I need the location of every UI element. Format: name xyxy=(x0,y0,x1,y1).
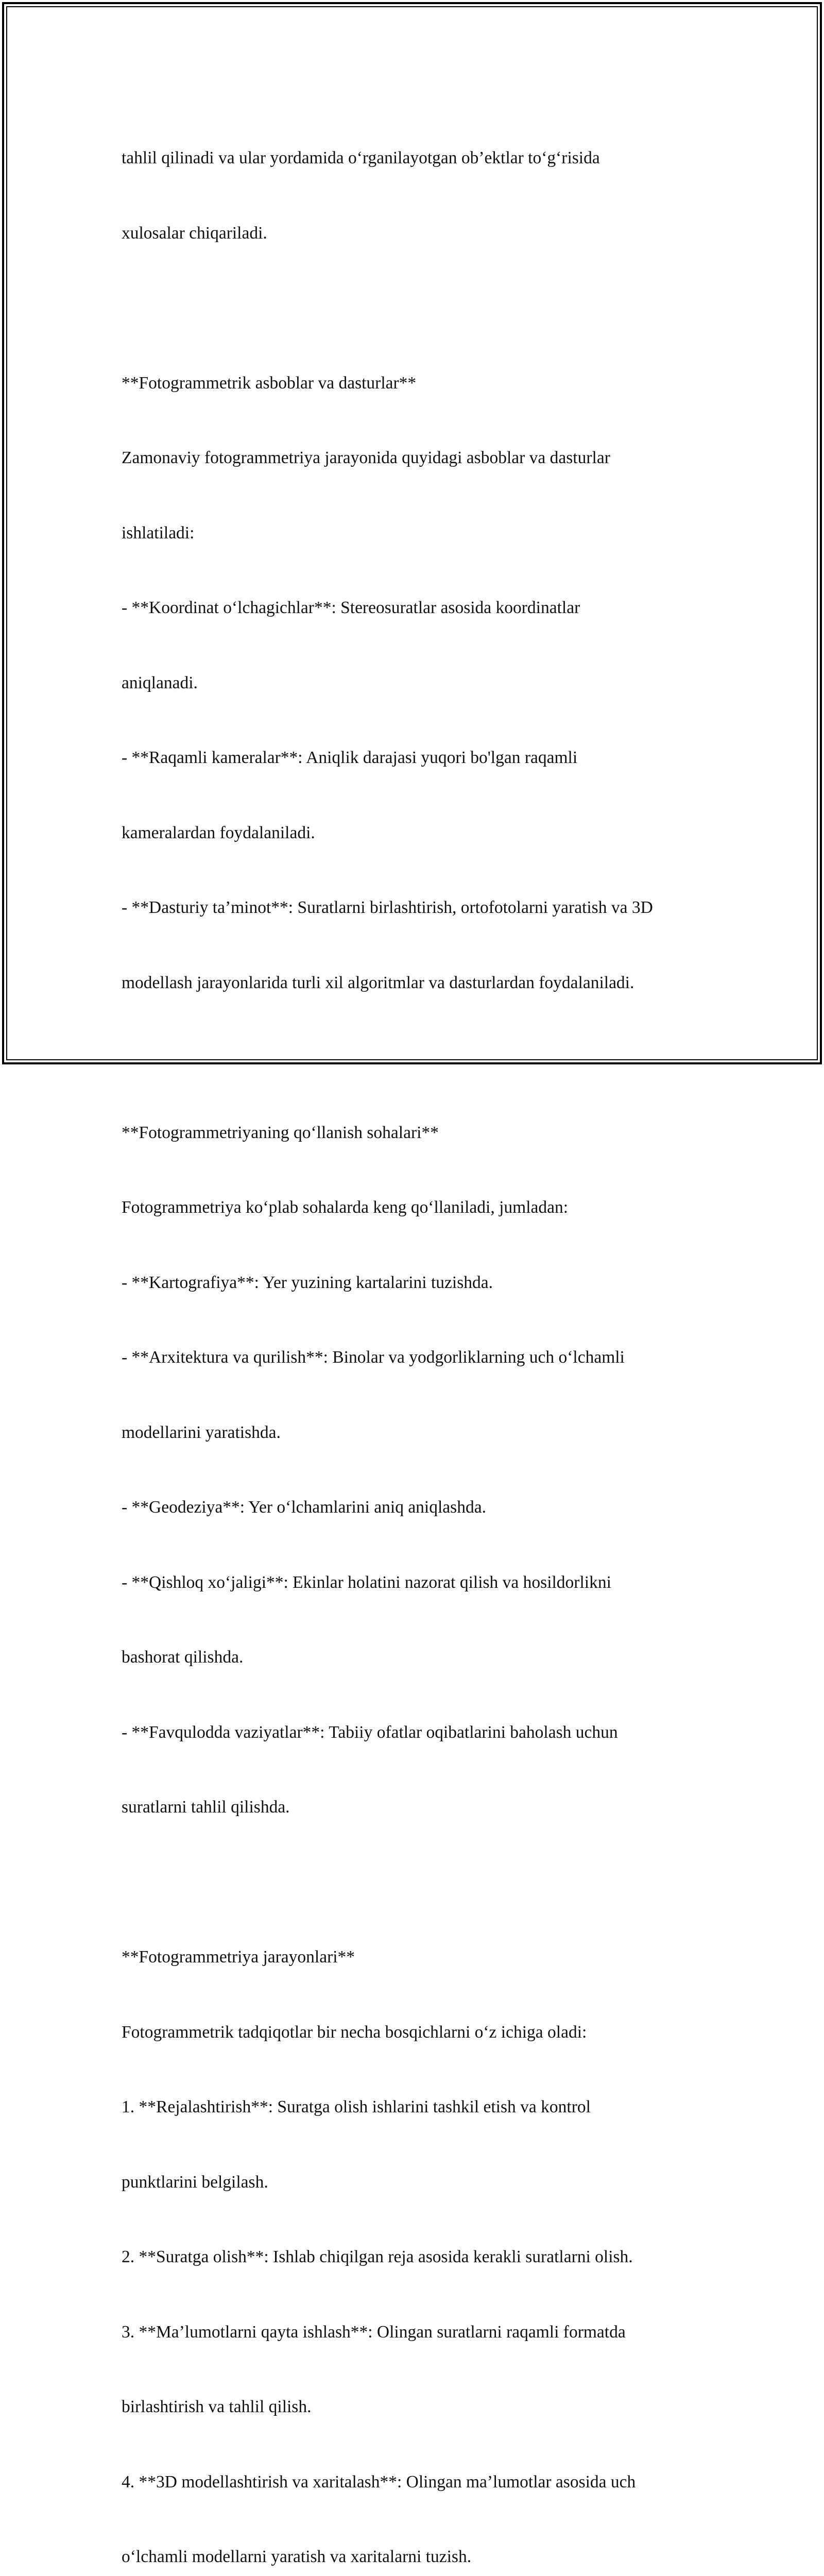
text-line xyxy=(122,1870,714,1895)
text-line: tahlil qilinadi va ular yordamida o‘rganilayotgan ob’ektlar to‘g‘risida xyxy=(122,148,600,167)
list-item: - **Dasturiy ta’minot**: Suratlarni birlashtirish, ortofotolarni yaratish va 3D xyxy=(122,898,653,917)
section-heading: **Fotogrammetriya jarayonlari** xyxy=(122,1947,355,1967)
text-line: Fotogrammetrik tadqiqotlar bir necha bosqichlarni o‘z ichiga oladi: xyxy=(122,2022,587,2042)
text-line xyxy=(122,1045,714,1071)
list-item: - **Arxitektura va qurilish**: Binolar va yodgorliklarning uch o‘lchamli xyxy=(122,1348,625,1367)
list-item: - **Kartografiya**: Yer yuzining kartalarini tuzishda. xyxy=(122,1273,493,1292)
section-heading: **Fotogrammetrik asboblar va dasturlar** xyxy=(122,373,417,393)
text-line: ishlatiladi: xyxy=(122,523,195,543)
text-line: aniqlanadi. xyxy=(122,673,198,692)
list-item: 2. **Suratga olish**: Ishlab chiqilgan reja asosida kerakli suratlarni olish. xyxy=(122,2247,633,2266)
text-line: punktlarini belgilash. xyxy=(122,2172,268,2192)
text-line xyxy=(122,296,714,321)
text-line: o‘lchamli modellarni yaratish va xaritalarni tuzish. xyxy=(122,2547,472,2566)
text-line: suratlarni tahlil qilishda. xyxy=(122,1798,290,1817)
list-item: - **Favqulodda vaziyatlar**: Tabiiy ofatlar oqibatlarini baholash uchun xyxy=(122,1722,618,1742)
list-item: 3. **Ma’lumotlarni qayta ishlash**: Olingan suratlarni raqamli formatda xyxy=(122,2322,626,2342)
text-line: kameralardan foydalaniladi. xyxy=(122,823,315,842)
section-heading: **Fotogrammetriyaning qo‘llanish sohalari** xyxy=(122,1123,439,1142)
list-item: 1. **Rejalashtirish**: Suratga olish ishlarini tashkil etish va kontrol xyxy=(122,2097,591,2116)
text-line: Fotogrammetriya ko‘plab sohalarda keng qo‘llaniladi, jumladan: xyxy=(122,1198,569,1217)
text-line: birlashtirish va tahlil qilish. xyxy=(122,2397,312,2416)
document-body xyxy=(122,96,714,2576)
text-line: xulosalar chiqariladi. xyxy=(122,223,267,243)
text-line: Zamonaviy fotogrammetriya jarayonida quyidagi asboblar va dasturlar xyxy=(122,448,610,467)
text-line: modellash jarayonlarida turli xil algoritmlar va dasturlardan foydalaniladi. xyxy=(122,973,634,992)
text-line: modellarini yaratishda. xyxy=(122,1422,281,1442)
list-item: - **Koordinat o‘lchagichlar**: Stereosuratlar asosida koordinatlar xyxy=(122,598,580,617)
list-item: - **Geodeziya**: Yer o‘lchamlarini aniq aniqlashda. xyxy=(122,1498,486,1517)
text-line: bashorat qilishda. xyxy=(122,1648,244,1667)
list-item: 4. **3D modellashtirish va xaritalash**: Olingan ma’lumotlar asosida uch xyxy=(122,2472,636,2492)
list-item: - **Raqamli kameralar**: Aniqlik darajasi yuqori bo'lgan raqamli xyxy=(122,748,578,767)
list-item: - **Qishloq xo‘jaligi**: Ekinlar holatini nazorat qilish va hosildorlikni xyxy=(122,1572,611,1592)
